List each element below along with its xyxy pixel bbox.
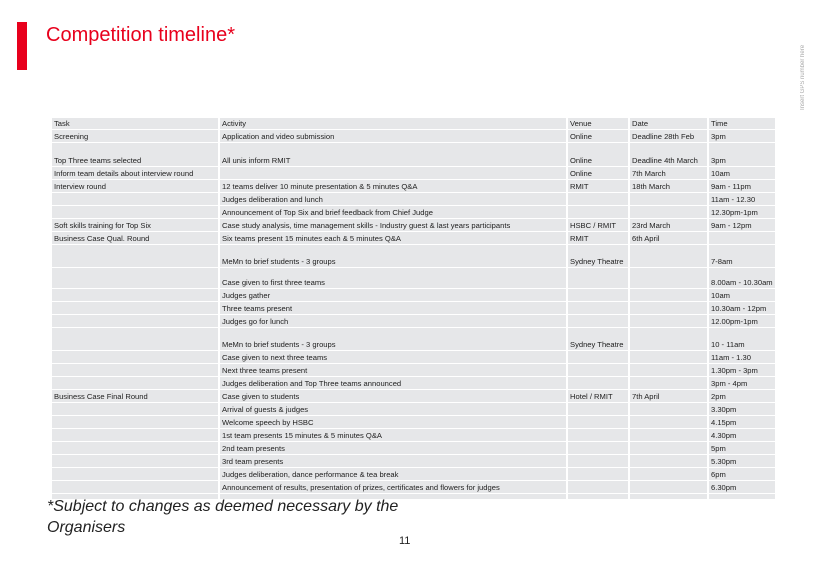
cell-venue: RMIT [568, 180, 628, 192]
cell-date: 18th March [630, 180, 707, 192]
cell-activity: Judges go for lunch [220, 315, 566, 327]
cell-activity: 2nd team presents [220, 442, 566, 454]
cell-time [709, 232, 775, 244]
cell-date [630, 468, 707, 480]
cell-task [52, 416, 218, 428]
cell-time: 10am [709, 167, 775, 179]
cell-date [630, 351, 707, 363]
cell-date: Date [630, 118, 707, 129]
cell-task [52, 455, 218, 467]
cell-date [630, 245, 707, 267]
cell-time [709, 494, 775, 499]
cell-task [52, 403, 218, 415]
cell-date [630, 193, 707, 205]
cell-time: 12.00pm-1pm [709, 315, 775, 327]
cell-date: 7th March [630, 167, 707, 179]
table-row [52, 455, 775, 467]
table-row [52, 429, 775, 441]
table-row [52, 364, 775, 376]
cell-time: 9am - 11pm [709, 180, 775, 192]
cell-activity: Case given to next three teams [220, 351, 566, 363]
cell-task: Inform team details about interview round [52, 167, 218, 179]
cell-task [52, 289, 218, 301]
cell-activity: Next three teams present [220, 364, 566, 376]
table-row [52, 245, 775, 267]
cell-venue: Venue [568, 118, 628, 129]
cell-date [630, 302, 707, 314]
table-row [52, 442, 775, 454]
cell-activity: Application and video submission [220, 130, 566, 142]
cell-task [52, 429, 218, 441]
table-row [52, 390, 775, 402]
cell-time: 10am [709, 289, 775, 301]
table-row [52, 302, 775, 314]
table-row [52, 403, 775, 415]
cell-activity: Announcement of results, presentation of prizes, certificates and flowers for judges [220, 481, 566, 493]
cell-date: Deadline 4th March [630, 143, 707, 166]
cell-task [52, 364, 218, 376]
cell-venue: Online [568, 167, 628, 179]
cell-task [52, 481, 218, 493]
cell-venue [568, 302, 628, 314]
footnote: *Subject to changes as deemed necessary by the Organisers [47, 498, 399, 536]
table-row [52, 416, 775, 428]
side-note: Insert GPS number here [800, 44, 806, 110]
cell-task [52, 377, 218, 389]
cell-time: 8.00am - 10.30am [709, 268, 775, 288]
cell-date [630, 289, 707, 301]
cell-task [52, 206, 218, 218]
cell-time: 9am - 12pm [709, 219, 775, 231]
cell-venue [568, 442, 628, 454]
cell-task: Screening [52, 130, 218, 142]
cell-time: 4.30pm [709, 429, 775, 441]
cell-date: Deadline 28th Feb [630, 130, 707, 142]
cell-date [630, 455, 707, 467]
table-header [52, 118, 775, 129]
cell-activity: 1st team presents 15 minutes & 5 minutes Q&A [220, 429, 566, 441]
cell-task [52, 351, 218, 363]
table-row [52, 315, 775, 327]
cell-date [630, 429, 707, 441]
cell-time: 11am - 12.30 [709, 193, 775, 205]
cell-time: 2pm [709, 390, 775, 402]
cell-venue: Online [568, 130, 628, 142]
cell-venue: Hotel / RMIT [568, 390, 628, 402]
table-row [52, 289, 775, 301]
cell-venue [568, 403, 628, 415]
cell-time: 5.30pm [709, 455, 775, 467]
cell-date: 6th April [630, 232, 707, 244]
cell-venue: HSBC / RMIT [568, 219, 628, 231]
cell-activity: MeMn to brief students - 3 groups [220, 328, 566, 350]
cell-task [52, 442, 218, 454]
cell-venue [568, 351, 628, 363]
cell-activity: All unis inform RMIT [220, 143, 566, 166]
cell-task: Task [52, 118, 218, 129]
page-title: Competition timeline* [46, 24, 235, 46]
brand-bar [17, 22, 27, 70]
cell-venue [568, 429, 628, 441]
cell-task [52, 328, 218, 350]
cell-venue [568, 481, 628, 493]
cell-time: 6pm [709, 468, 775, 480]
cell-task: Business Case Qual. Round [52, 232, 218, 244]
cell-time: 3.30pm [709, 403, 775, 415]
cell-task [52, 468, 218, 480]
cell-activity: Case given to students [220, 390, 566, 402]
cell-venue [568, 193, 628, 205]
cell-task [52, 302, 218, 314]
table-row [52, 232, 775, 244]
cell-activity: Judges deliberation and Top Three teams announced [220, 377, 566, 389]
cell-time: 3pm [709, 143, 775, 166]
cell-task [52, 315, 218, 327]
cell-time: 7-8am [709, 245, 775, 267]
cell-time: 11am - 1.30 [709, 351, 775, 363]
cell-activity: MeMn to brief students - 3 groups [220, 245, 566, 267]
page-number: 11 [399, 535, 411, 547]
cell-time: Time [709, 118, 775, 129]
table-row [52, 468, 775, 480]
table-row [52, 219, 775, 231]
cell-activity: Activity [220, 118, 566, 129]
cell-venue: Sydney Theatre [568, 245, 628, 267]
cell-date: 23rd March [630, 219, 707, 231]
cell-venue: RMIT [568, 232, 628, 244]
cell-date [630, 403, 707, 415]
cell-activity: Announcement of Top Six and brief feedback from Chief Judge [220, 206, 566, 218]
cell-time: 3pm - 4pm [709, 377, 775, 389]
cell-activity: Judges deliberation, dance performance & tea break [220, 468, 566, 480]
timeline-table [50, 117, 777, 500]
cell-time: 10 - 11am [709, 328, 775, 350]
cell-venue [568, 455, 628, 467]
cell-venue [568, 364, 628, 376]
cell-venue [568, 494, 628, 499]
table-row [52, 180, 775, 192]
cell-date: 7th April [630, 390, 707, 402]
cell-venue [568, 206, 628, 218]
cell-date [630, 364, 707, 376]
cell-activity: Welcome speech by HSBC [220, 416, 566, 428]
cell-activity [220, 167, 566, 179]
cell-venue: Online [568, 143, 628, 166]
cell-task [52, 268, 218, 288]
cell-venue [568, 416, 628, 428]
cell-date [630, 206, 707, 218]
table-row [52, 143, 775, 166]
cell-task: Interview round [52, 180, 218, 192]
cell-activity: Judges deliberation and lunch [220, 193, 566, 205]
cell-activity: Six teams present 15 minutes each & 5 minutes Q&A [220, 232, 566, 244]
table-row [52, 130, 775, 142]
cell-date [630, 494, 707, 499]
cell-venue [568, 468, 628, 480]
table-row [52, 206, 775, 218]
cell-time: 10.30am - 12pm [709, 302, 775, 314]
cell-time: 5pm [709, 442, 775, 454]
cell-task [52, 245, 218, 267]
table-row [52, 328, 775, 350]
cell-date [630, 315, 707, 327]
cell-time: 6.30pm [709, 481, 775, 493]
table-row [52, 268, 775, 288]
cell-date [630, 268, 707, 288]
cell-activity: Case study analysis, time management skills - Industry guest & last years participants [220, 219, 566, 231]
cell-time: 1.30pm - 3pm [709, 364, 775, 376]
cell-venue [568, 377, 628, 389]
cell-venue [568, 315, 628, 327]
cell-activity: 12 teams deliver 10 minute presentation & 5 minutes Q&A [220, 180, 566, 192]
cell-task [52, 193, 218, 205]
cell-venue [568, 289, 628, 301]
cell-time: 3pm [709, 130, 775, 142]
cell-activity: Judges gather [220, 289, 566, 301]
table-row [52, 193, 775, 205]
table-row [52, 377, 775, 389]
cell-time: 4.15pm [709, 416, 775, 428]
cell-task: Soft skills training for Top Six [52, 219, 218, 231]
table-row [52, 351, 775, 363]
cell-date [630, 416, 707, 428]
cell-date [630, 328, 707, 350]
cell-activity: Arrival of guests & judges [220, 403, 566, 415]
cell-activity: 3rd team presents [220, 455, 566, 467]
cell-task: Business Case Final Round [52, 390, 218, 402]
cell-date [630, 481, 707, 493]
cell-venue: Sydney Theatre [568, 328, 628, 350]
cell-date [630, 377, 707, 389]
cell-activity: Case given to first three teams [220, 268, 566, 288]
cell-venue [568, 268, 628, 288]
cell-activity: Three teams present [220, 302, 566, 314]
cell-time: 12.30pm-1pm [709, 206, 775, 218]
table-row [52, 481, 775, 493]
table-row [52, 167, 775, 179]
cell-date [630, 442, 707, 454]
cell-task: Top Three teams selected [52, 143, 218, 166]
